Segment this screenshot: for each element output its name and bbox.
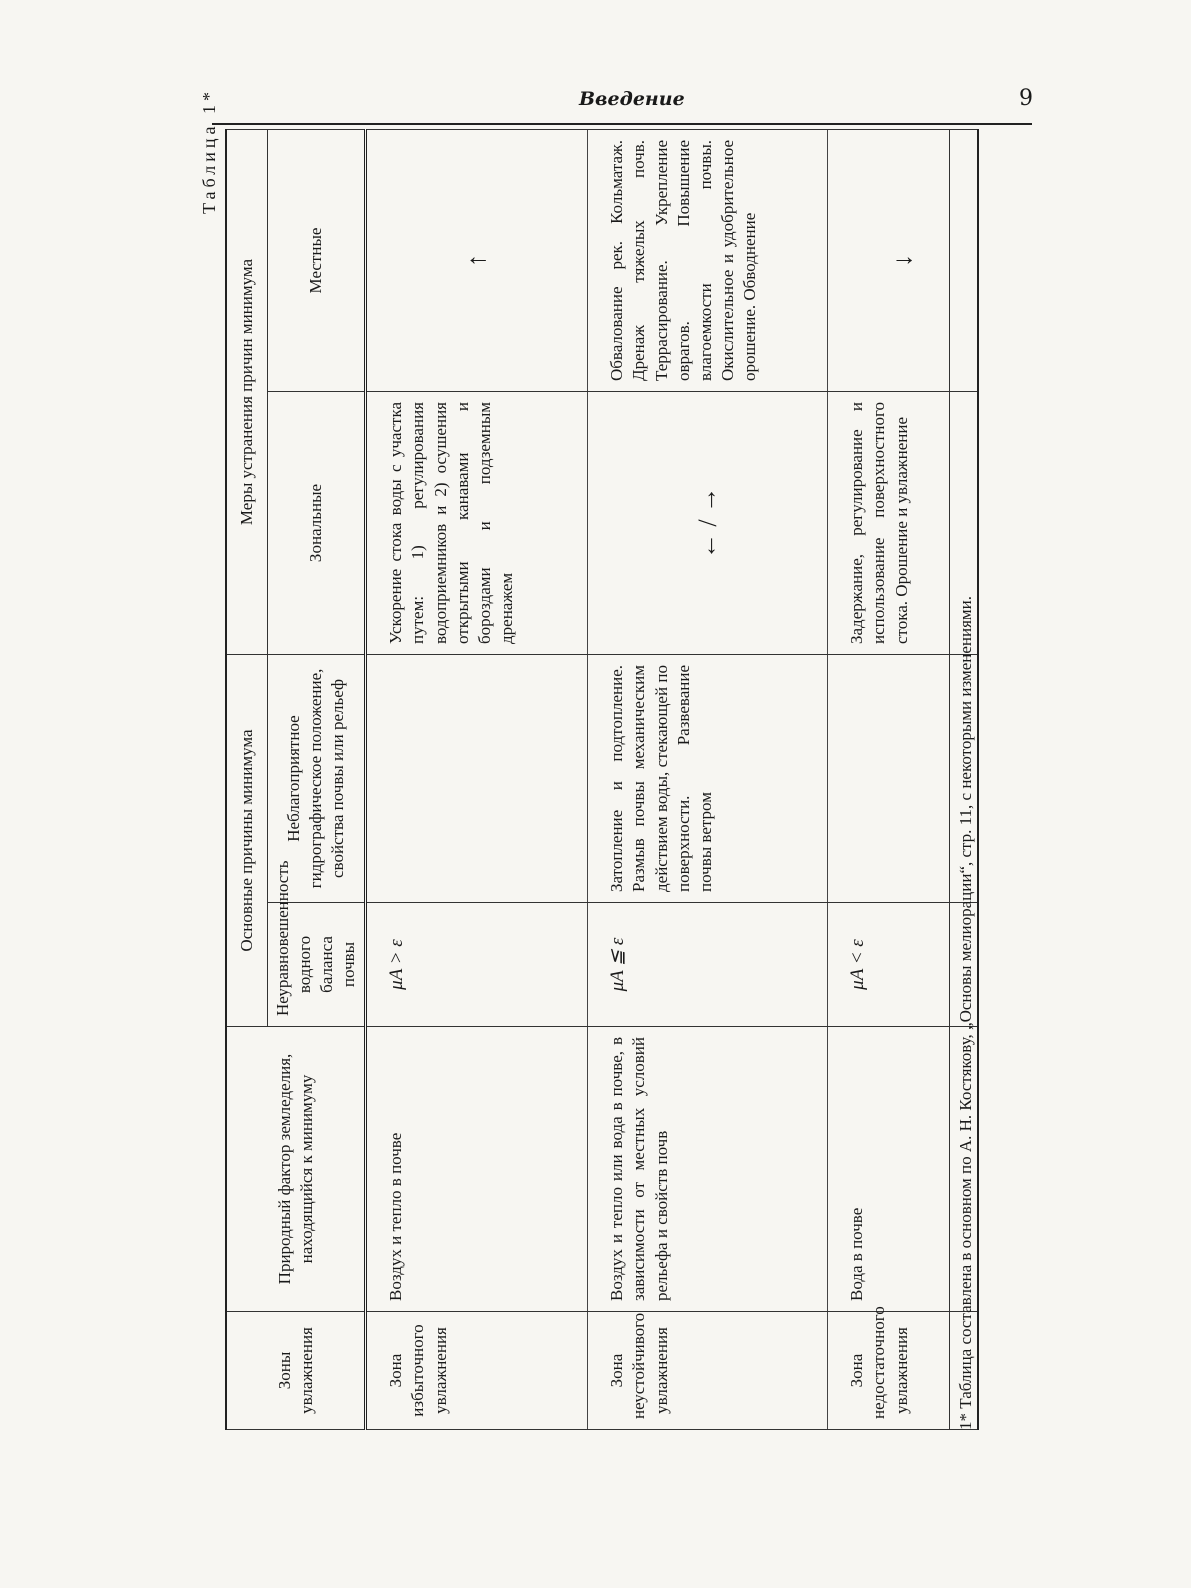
rotated-table-sheet: [195, 70, 1001, 1430]
arrow-down-icon: ↓: [828, 130, 978, 392]
table-footnote: 1* Таблица составлена в основном по А. Н. Костякову, „Основы мелиорации“, стр. 11, с некоторыми изменениями.: [949, 130, 976, 1430]
header-local: Местные: [268, 130, 366, 392]
cell-zone: Зона избыточного увлажнения: [366, 1312, 588, 1430]
melioration-table: [225, 129, 979, 1430]
cell-hydro: Затопление и подтопление. Размыв почвы механическим действием воды, стекающей по поверхности. Развевание почвы ветром: [588, 655, 828, 903]
header-measures: Меры устранения причин минимума: [226, 130, 268, 655]
cell-factor: Воздух и тепло или вода в почве, в зависимости от местных условий рельефа и свойств почв: [588, 1027, 828, 1312]
cell-imbalance: μA > ε: [366, 903, 588, 1027]
cell-factor: Вода в почве: [828, 1027, 978, 1312]
table-row-unstable: [588, 130, 828, 1430]
arrows-left-right-icon: ← / →: [588, 392, 828, 655]
cell-zone: Зона неустойчивого увлажнения: [588, 1312, 828, 1430]
header-natural-factor: Природный фактор земледелия, находящийся к минимуму: [226, 1027, 366, 1312]
table-row-excess: [366, 130, 588, 1430]
header-hydro-position: Неблагоприятное гидрографическое положение, свойства почвы или рельеф: [268, 655, 366, 903]
cell-hydro: [366, 655, 588, 903]
cell-imbalance: μA ≦ ε: [588, 903, 828, 1027]
running-title: Введение: [579, 88, 685, 110]
cell-factor: Воздух и тепло в почве: [366, 1027, 588, 1312]
arrow-up-icon: ↑: [366, 130, 588, 392]
header-zonal: Зональные: [268, 392, 366, 655]
page-number: 9: [1019, 86, 1033, 111]
cell-zone: Зона недостаточного увлажнения: [828, 1312, 978, 1430]
cell-zonal: Задержание, регулирование и использование поверхностного стока. Орошение и увлажнение: [828, 392, 978, 655]
header-zones: Зоны увлажнения: [226, 1312, 366, 1430]
cell-imbalance: μA < ε: [828, 903, 978, 1027]
cell-local: Обвалование рек. Кольматаж. Дренаж тяжелых почв. Террасирование. Укрепление оврагов. Повышение влагоемкости почвы. Окислительное и удобрительное орошение. Обводнение: [588, 130, 828, 392]
header-main-causes: Основные причины минимума: [226, 655, 268, 1027]
table-caption: Таблица 1*: [199, 88, 219, 214]
header-imbalance: Неуравновешенность водного баланса почвы: [268, 903, 366, 1027]
cell-zonal: Ускорение стока воды с участка путем: 1) регулирования водоприемников и 2) осушения открытыми канавами и бороздами и подземным дренажем: [366, 392, 588, 655]
